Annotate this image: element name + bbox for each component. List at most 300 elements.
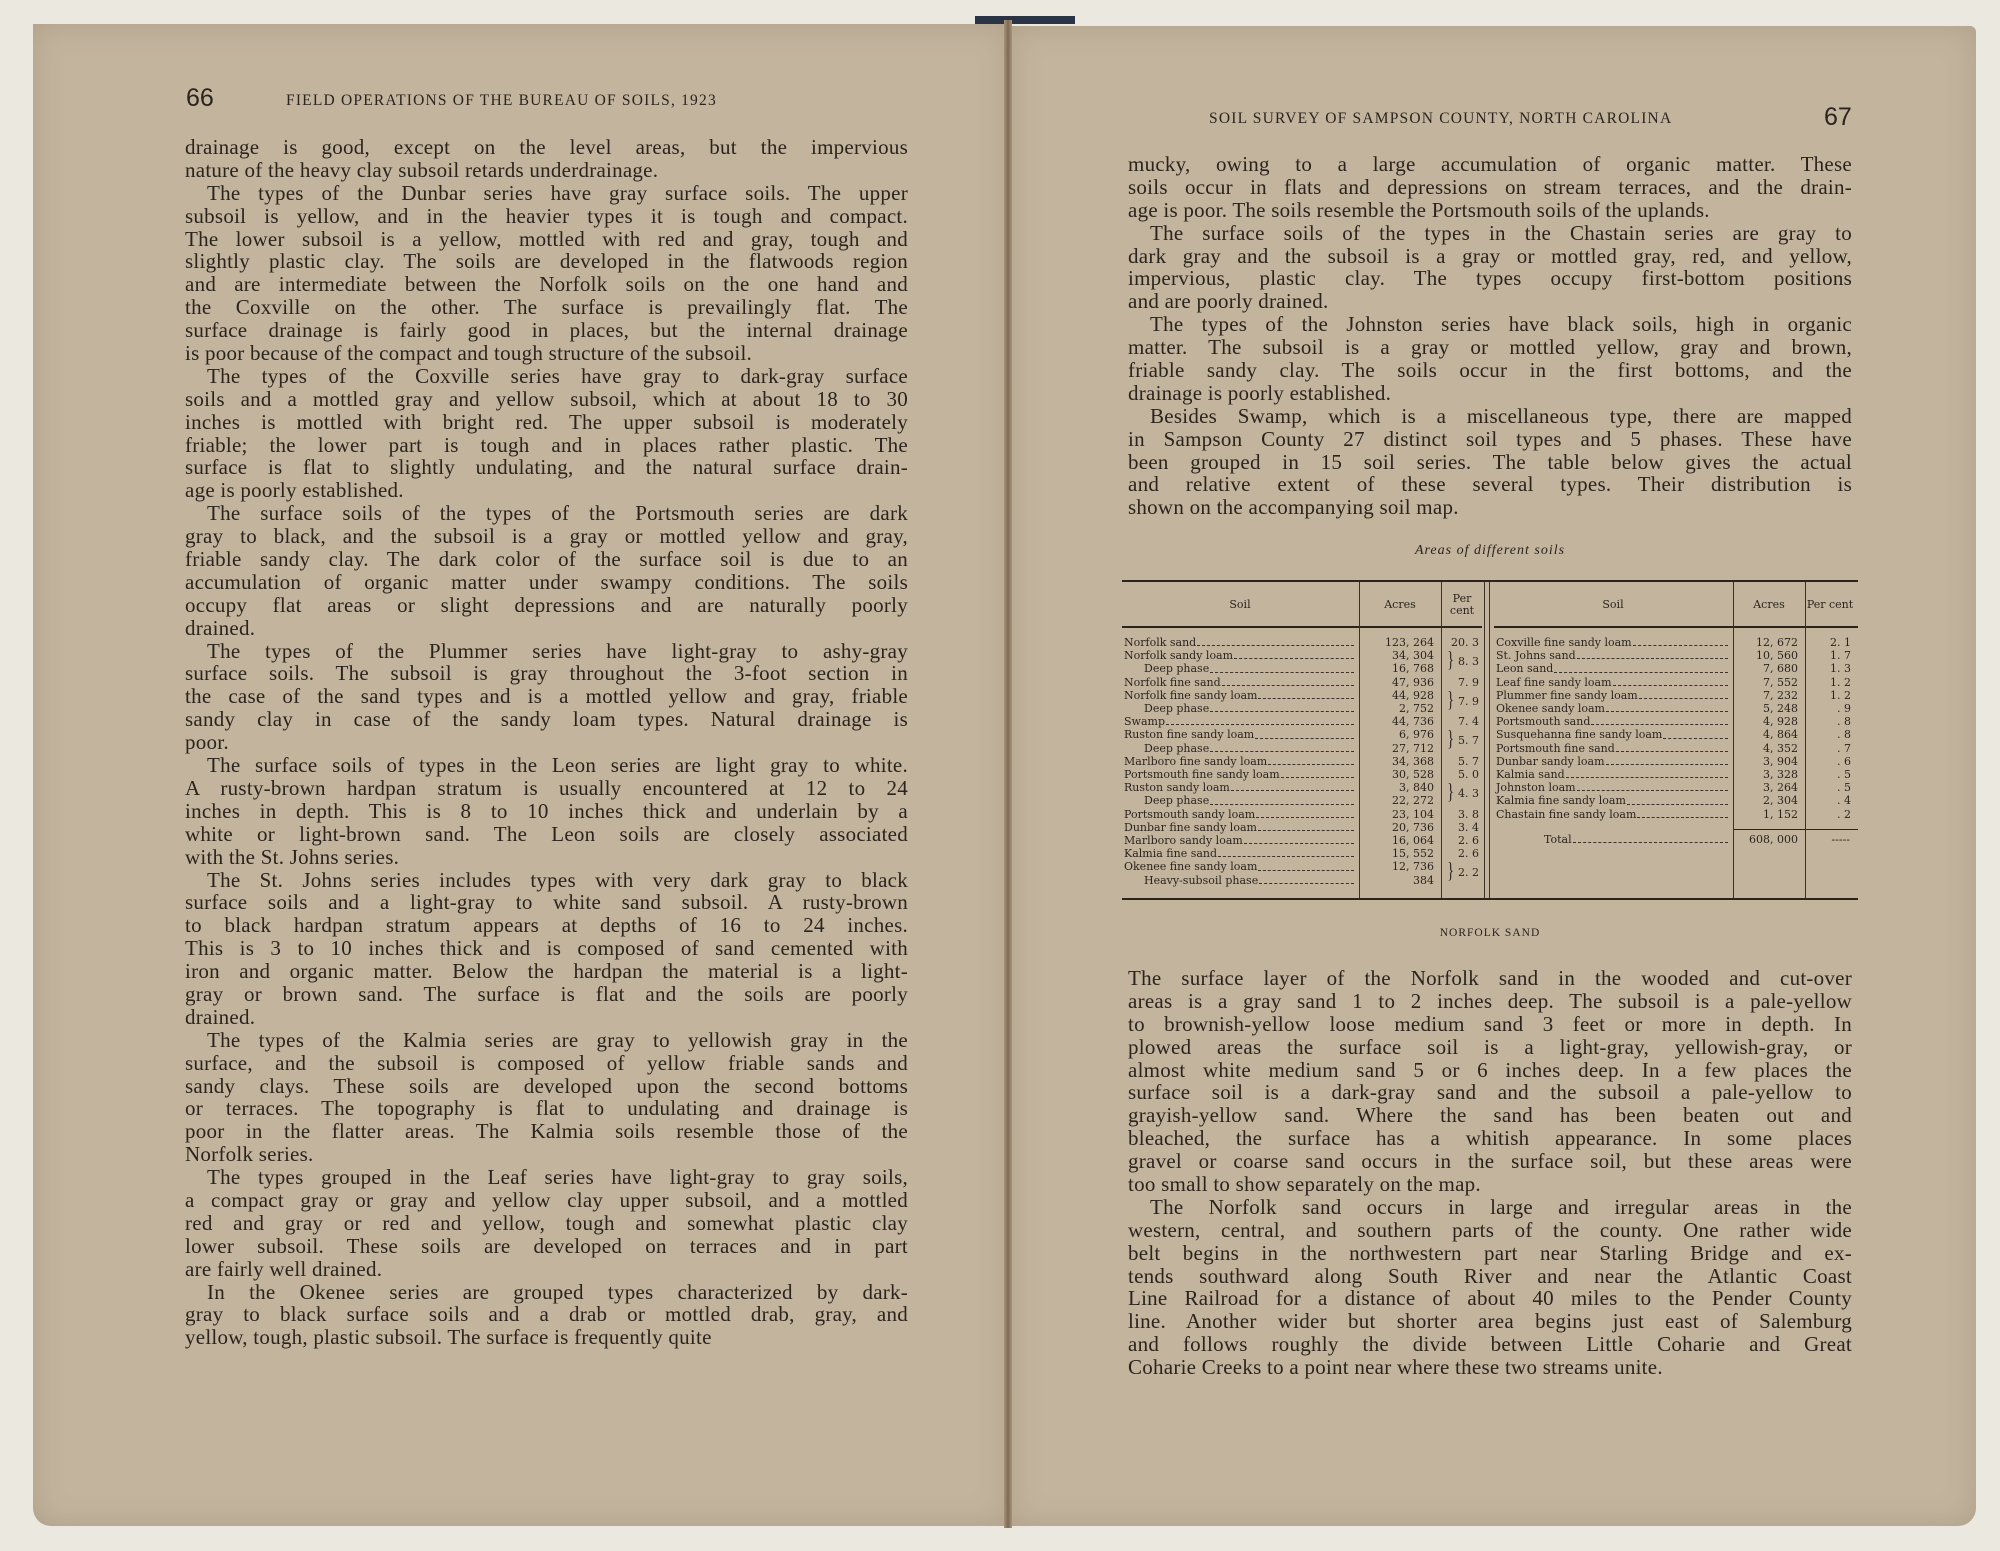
text-line: age is poor. The soils resemble the Portsmouth soils of the uplands. [1128,197,1710,222]
text-line: gray or brown sand. The surface is flat and the soils are poorly [185,981,908,1006]
percent-value: . 9 [1837,702,1851,715]
soil-name: Kalmia sand [1496,768,1565,781]
dot-leader [1633,636,1728,646]
paragraph [185,365,908,502]
right-page-body-top [1128,153,1852,519]
text-line: and are intermediate between the Norfolk soils on the one hand and [185,272,908,297]
table-total-label [1544,833,1730,846]
table-caption: Areas of different soils [1414,543,1566,558]
table-cell-percent [1806,728,1851,741]
table-cell-percent [1442,689,1479,715]
column-rule [1489,582,1490,898]
text-line: with the St. Johns series. [185,844,400,869]
column-header-percent: Per cent [1449,592,1475,617]
table-cell-acres: 6, 976 [1399,728,1434,742]
percent-value: . 7 [1837,741,1851,755]
dot-leader [1613,676,1728,686]
table-cell-acres: 3, 264 [1763,781,1798,795]
percent-value: 7. 9 [1458,694,1479,708]
text-line: grayish-yellow sand. Where the sand has been beaten out and [1128,1103,1852,1128]
table-cell-percent [1442,728,1479,754]
soil-name: Norfolk fine sandy loam [1124,688,1258,702]
table-cell-acres: 16, 768 [1392,662,1434,676]
column-rule [1484,582,1485,898]
percent-value: 2. 6 [1458,834,1479,847]
left-page-body [185,136,908,1349]
table-cell-percent [1806,662,1851,675]
text-line: western, central, and southern parts of the county. One rather wide [1128,1217,1852,1242]
text-line: to brownish-yellow loose medium sand 3 feet or more in depth. In [1128,1011,1852,1036]
paragraph [185,754,908,868]
text-line: and relative extent of these several types. Their distribution is [1128,472,1852,497]
dot-leader [1166,715,1354,725]
text-line: are fairly well drained. [185,1256,383,1281]
soil-name: Dunbar sandy loam [1496,754,1605,768]
table-cell-soil [1496,755,1730,768]
table-cell-percent [1442,649,1479,675]
table-cell-acres: 5, 248 [1763,702,1798,715]
table-cell-soil [1124,715,1356,728]
table-cell-soil [1496,689,1730,702]
table-cell-acres: 384 [1413,873,1434,887]
table-cell-acres: 23, 104 [1392,807,1434,821]
text-line: too small to show separately on the map. [1128,1172,1481,1197]
brace-mark: } [1447,728,1454,753]
table-cell-soil [1124,847,1356,860]
table-cell-soil [1496,728,1730,741]
brace-mark: } [1447,649,1454,674]
brace-mark: } [1447,860,1454,885]
text-line: surface drainage is fairly good in places, but the internal drainage [185,318,908,343]
table-cell-acres: 47, 936 [1392,675,1434,689]
table-cell-soil [1124,636,1356,649]
text-line: in Sampson County 27 distinct soil types and 5 phases. These have [1128,426,1852,451]
table-cell-percent [1806,794,1851,807]
soil-name: Swamp [1124,715,1165,729]
dot-leader [1258,821,1354,831]
text-line: been grouped in 15 soil series. The table below gives the actual [1128,449,1852,474]
column-header-percent: Per cent [1806,598,1854,611]
table-cell-soil [1124,860,1356,873]
table-cell-soil [1124,834,1356,847]
dot-leader [1591,715,1728,725]
percent-value: 1. 2 [1830,688,1851,702]
text-line: accumulation of organic matter under swampy conditions. The soils [185,569,908,594]
table-cell-acres: 12, 672 [1756,636,1798,649]
text-line: friable sandy clay. The dark color of the surface soil is due to an [185,547,908,572]
table-cell-acres: 15, 552 [1392,847,1434,861]
column-header-soil: Soil [1229,598,1251,611]
book-binding [975,16,1075,24]
text-line: yellow, tough, plastic subsoil. The surface is frequently quite [185,1325,712,1350]
table-cell-soil [1124,649,1356,662]
table-cell-percent [1806,649,1851,662]
text-line: drainage is good, except on the level areas, but the impervious [185,135,908,159]
dot-leader [1268,755,1354,765]
text-line: The types of the Coxville series have gray to dark-gray surface [207,363,908,388]
text-line: poor in the flatter areas. The Kalmia soils resemble those of the [185,1119,908,1144]
table-cell-acres: 30, 528 [1392,768,1434,781]
dot-leader [1637,808,1728,818]
text-line: Line Railroad for a distance of about 40 miles to the Pender County [1128,1286,1852,1311]
text-line: friable; the lower part is tough and in places rather plastic. The [185,432,908,457]
text-line: inches in depth. This is 8 to 10 inches thick and underlain by a [185,798,908,823]
text-line: The lower subsoil is a yellow, mottled with red and gray, tough and [185,226,908,251]
soil-name: St. Johns sand [1496,649,1576,663]
text-line: the Coxville on the other. The surface is prevailingly flat. The [185,295,908,320]
percent-value: . 4 [1837,794,1851,808]
percent-value: 1. 2 [1830,675,1851,689]
table-cell-soil [1124,781,1356,794]
table-cell-percent [1442,821,1479,834]
percent-value: 3. 8 [1458,807,1479,821]
text-line: Besides Swamp, which is a miscellaneous type, there are mapped [1150,403,1852,428]
text-line: to black hardpan stratum appears at depths of 16 to 24 inches. [185,913,908,938]
text-line: gravel or coarse sand occurs in the surface soil, but these areas were [1128,1149,1852,1174]
table-cell-soil [1144,702,1356,715]
dot-leader [1639,689,1728,699]
brace-mark: } [1447,781,1454,806]
text-line: red and gray or red and yellow, tough and somewhat plastic clay [185,1210,908,1235]
soil-name: Deep phase [1144,662,1210,676]
paragraph [185,640,908,754]
soil-name: Deep phase [1144,741,1210,755]
text-line: The surface soils of the types of the Portsmouth series are dark [207,501,908,526]
table-cell-percent [1442,755,1479,768]
table-total-acres: 608, 000 [1749,832,1798,846]
text-line: iron and organic matter. Below the hardpan the material is a light- [185,959,908,984]
paragraph [185,1281,908,1350]
right-page-body-bottom [1128,967,1852,1379]
table-cell-acres: 7, 680 [1763,662,1798,676]
text-line: Norfolk series. [185,1142,314,1167]
text-line: The St. Johns series includes types with very dark gray to black [207,867,908,892]
text-line: The types grouped in the Leaf series have light-gray to gray soils, [207,1165,908,1190]
text-line: white or light-brown sand. The Leon soils are closely associated [185,821,908,846]
table-cell-soil [1496,676,1730,689]
paragraph [1128,1196,1852,1379]
text-line: A rusty-brown hardpan stratum is usually encountered at 12 to 24 [185,775,908,800]
percent-value: 7. 4 [1458,715,1479,729]
dot-leader [1554,662,1728,672]
text-line: The surface soils of types in the Leon series are light gray to white. [207,753,908,778]
table-bottom-rule [1122,898,1858,900]
text-line: the case of the sand types and is a mottled yellow and gray, friable [185,684,908,709]
table-cell-soil [1124,728,1356,741]
header-rule-right [1494,626,1858,628]
table-cell-acres: 34, 304 [1392,649,1434,663]
table-cell-acres: 7, 232 [1763,688,1798,702]
soil-name: Ruston sandy loam [1124,781,1230,795]
table-cell-acres: 12, 736 [1392,860,1434,874]
soil-name: Johnston loam [1496,781,1576,795]
table-cell-soil [1144,874,1356,887]
soil-name: Heavy-subsoil phase [1144,873,1259,887]
dot-leader [1197,636,1354,646]
percent-value: 20. 3 [1451,636,1479,649]
dot-leader [1577,781,1728,791]
soil-name: Okenee fine sandy loam [1124,860,1258,874]
percent-value: 4. 3 [1458,787,1479,801]
table-cell-acres: 123, 264 [1385,636,1434,649]
text-line: inches is mottled with bright red. The upper subsoil is moderately [185,409,908,434]
dot-leader [1256,808,1354,818]
table-cell-acres: 4, 928 [1763,715,1798,729]
header-rule-left [1122,626,1482,628]
text-line: occupy flat areas or slight depressions and are naturally poorly [185,592,908,617]
text-line: and follows roughly the divide between Little Coharie and Great [1128,1332,1852,1357]
soil-name: Portsmouth sand [1496,715,1591,729]
section-heading: NORFOLK SAND [1439,927,1541,939]
text-line: Coharie Creeks to a point near where these two streams unite. [1128,1355,1663,1380]
dot-leader [1258,689,1354,699]
dot-leader [1258,860,1354,870]
text-line: The types of the Plummer series have light-gray to ashy-gray [207,638,908,663]
text-line: almost white medium sand 5 or 6 inches deep. In a few places the [1128,1057,1852,1082]
text-line: sandy clays. These soils are developed upon the second bottoms [185,1073,908,1098]
table-cell-acres: 10, 560 [1756,649,1798,663]
text-line: belt begins in the northwestern part near Starling Bridge and ex- [1128,1240,1852,1265]
paragraph [1128,967,1852,1196]
table-cell-acres: 3, 904 [1763,754,1798,768]
text-line: The types of the Kalmia series are gray to yellowish gray in the [207,1027,908,1052]
percent-value: . 6 [1837,754,1851,768]
soil-name: Chastain fine sandy loam [1496,807,1637,821]
soil-name: Deep phase [1144,794,1210,808]
text-line: surface soil is a dark-gray sand and the subsoil a pale-yellow to [1128,1080,1852,1105]
percent-value: 8. 3 [1458,655,1479,669]
table-top-rule [1122,580,1858,582]
table-cell-soil [1124,755,1356,768]
text-line: slightly plastic clay. The soils are developed in the flatwoods region [185,249,908,274]
dot-leader [1606,702,1728,712]
table-cell-percent [1806,702,1851,715]
text-line: surface is flat to slightly undulating, and the natural surface drain- [185,455,908,480]
table-cell-soil [1496,662,1730,675]
soil-name: Ruston fine sandy loam [1124,728,1255,742]
table-cell-soil [1144,742,1356,755]
text-line: soils and a mottled gray and yellow subsoil, which at about 18 to 30 [185,386,908,411]
book-gutter [1004,20,1012,1528]
table-cell-percent [1806,689,1851,702]
text-line: is poor because of the compact and tough structure of the subsoil. [185,341,753,366]
text-line: areas is a gray sand 1 to 2 inches deep. The subsoil is a pale-yellow [1128,988,1852,1013]
percent-value: 5. 0 [1458,768,1479,781]
text-line: lower subsoil. These soils are developed on terraces and in part [185,1233,908,1258]
table-cell-soil [1124,676,1356,689]
table-cell-soil [1124,689,1356,702]
paragraph [185,869,908,1029]
text-line: The types of the Johnston series have black soils, high in organic [1150,312,1852,337]
text-line: drainage is poorly established. [1128,380,1392,405]
paragraph [185,502,908,639]
text-line: plowed areas the surface soil is a light-gray, yellowish-gray, or [1128,1034,1852,1059]
soil-name: Susquehanna fine sandy loam [1496,728,1663,742]
table-cell-soil [1124,808,1356,821]
table-cell-acres: 7, 552 [1763,675,1798,689]
dot-leader [1627,794,1728,804]
text-line: drained. [185,615,256,640]
paragraph [185,1166,908,1280]
table-total-percent: ----- [1831,832,1850,846]
table-cell-soil [1144,794,1356,807]
text-line: line. Another wider but shorter area begins just east of Salemburg [1128,1309,1852,1334]
table-cell-percent [1806,715,1851,728]
text-line: drained. [185,1004,256,1029]
table-cell-acres: 44, 928 [1392,688,1434,702]
soil-name: Okenee sandy loam [1496,702,1605,715]
table-cell-soil [1496,702,1730,715]
table-cell-acres: 44, 736 [1392,715,1434,729]
text-line: gray to black, and the subsoil is a gray or mottled yellow and gray, [185,524,908,549]
text-line: tends southward along South River and near the Atlantic Coast [1128,1263,1852,1288]
table-cell-soil [1496,794,1730,807]
text-line: dark gray and the subsoil is a gray or mottled gray, red, and yellow, [1128,243,1852,268]
soil-areas-table [1122,580,1858,900]
paragraph [185,182,908,365]
dot-leader [1566,768,1728,778]
soil-name: Dunbar fine sandy loam [1124,820,1257,834]
column-header-acres: Acres [1384,598,1416,611]
percent-value: . 8 [1837,715,1851,729]
soil-name: Leaf fine sandy loam [1496,675,1612,689]
dot-leader [1259,874,1354,884]
soil-name: Portsmouth fine sand [1496,741,1615,755]
paragraph [185,1029,908,1166]
table-cell-percent [1806,742,1851,755]
table-cell-percent [1806,768,1851,781]
total-rule [1734,829,1858,830]
percent-value: 2. 1 [1830,636,1851,649]
soil-name: Norfolk sand [1124,636,1197,649]
soil-name: Leon sand [1496,662,1554,676]
dot-leader [1210,794,1354,804]
text-line: The types of the Dunbar series have gray surface soils. The upper [207,180,908,205]
column-header-soil: Soil [1602,598,1624,611]
table-cell-percent [1806,676,1851,689]
text-line: surface soils and a light-gray to white sand subsoil. A rusty-brown [185,890,908,915]
paragraph [1128,405,1852,519]
dot-leader [1210,702,1354,712]
text-line: bleached, the surface has a whitish appearance. In some places [1128,1126,1852,1151]
table-cell-acres: 2, 304 [1763,794,1798,808]
text-line: mucky, owing to a large accumulation of organic matter. These [1128,152,1852,176]
table-cell-percent [1806,636,1851,649]
percent-value: 5. 7 [1458,754,1479,768]
table-cell-soil [1496,649,1730,662]
percent-value: 1. 7 [1830,649,1851,663]
text-line: impervious, plastic clay. The types occupy first-bottom positions [1128,266,1852,291]
table-cell-soil [1124,821,1356,834]
soil-name: Portsmouth sandy loam [1124,807,1256,821]
percent-value: 3. 4 [1458,820,1479,834]
percent-value: 7. 9 [1458,675,1479,689]
running-head-left: FIELD OPERATIONS OF THE BUREAU OF SOILS, 1923 [286,92,717,109]
table-cell-soil [1496,715,1730,728]
dot-leader [1222,676,1354,686]
table-cell-acres: 1, 152 [1763,807,1798,821]
table-cell-acres: 22, 272 [1392,794,1434,808]
paragraph [1128,222,1852,314]
soil-name: Plummer fine sandy loam [1496,688,1638,702]
table-cell-soil [1144,662,1356,675]
dot-leader [1231,781,1354,791]
table-cell-acres: 2, 752 [1399,702,1434,715]
soil-name: Portsmouth fine sandy loam [1124,768,1280,781]
table-cell-acres: 4, 864 [1763,728,1798,742]
dot-leader [1663,728,1728,738]
dot-leader [1606,755,1728,765]
soil-name: Norfolk sandy loam [1124,649,1234,663]
soil-name: Marlboro fine sandy loam [1124,754,1268,768]
dot-leader [1234,649,1354,659]
text-line: The Norfolk sand occurs in large and irregular areas in the [1150,1194,1852,1219]
table-cell-acres: 16, 064 [1392,834,1434,847]
soil-name: Marlboro sandy loam [1124,834,1243,847]
text-line: surface soils. The subsoil is gray throughout the 3-foot section in [185,661,908,686]
dot-leader [1218,847,1354,857]
text-line: subsoil is yellow, and in the heavier types it is tough and compact. [185,203,908,228]
text-line: a compact gray or gray and yellow clay upper subsoil, and a mottled [185,1187,908,1212]
text-line: sandy clay in case of the sandy loam types. Natural drainage is [185,707,908,732]
soil-name: Coxville fine sandy loam [1496,636,1632,649]
table-cell-acres: 27, 712 [1392,741,1434,755]
paragraph [1128,153,1852,222]
percent-value: . 2 [1837,807,1851,821]
table-cell-soil [1496,636,1730,649]
text-line: and are poorly drained. [1128,289,1329,314]
text-line: soils occur in flats and depressions on stream terraces, and the drain- [1128,174,1852,199]
percent-value: 5. 7 [1458,734,1479,748]
text-line: nature of the heavy clay subsoil retards underdrainage. [185,157,659,182]
percent-value: 2. 2 [1458,866,1479,880]
text-line: age is poorly established. [185,478,404,503]
text-line: shown on the accompanying soil map. [1128,495,1459,520]
percent-value: . 5 [1837,781,1851,795]
column-header-acres: Acres [1753,598,1785,611]
soil-name: Kalmia fine sand [1124,847,1218,861]
text-line: surface, and the subsoil is composed of yellow friable sands and [185,1050,908,1075]
table-cell-percent [1806,781,1851,794]
table-cell-soil [1496,742,1730,755]
table-cell-acres: 3, 328 [1763,768,1798,781]
table-cell-percent [1806,755,1851,768]
table-cell-acres: 34, 368 [1392,754,1434,768]
table-cell-acres: 3, 840 [1399,781,1434,795]
soil-name: Norfolk fine sand [1124,675,1221,689]
soil-name: Kalmia fine sandy loam [1496,794,1626,808]
text-line: or terraces. The topography is flat to undulating and drainage is [185,1096,908,1121]
text-line: The surface layer of the Norfolk sand in the wooded and cut-over [1128,966,1852,990]
text-line: This is 3 to 10 inches thick and is composed of sand cemented with [185,936,908,961]
table-cell-acres: 20, 736 [1392,820,1434,834]
percent-value: 2. 6 [1458,847,1479,861]
paragraph [185,136,908,182]
dot-leader [1255,728,1354,738]
text-line: The surface soils of the types in the Chastain series are gray to [1150,220,1852,245]
running-head-right: SOIL SURVEY OF SAMPSON COUNTY, NORTH CAROLINA [1209,110,1673,127]
table-cell-soil [1496,768,1730,781]
paragraph [1128,313,1852,405]
table-cell-percent [1442,860,1479,886]
text-line: friable sandy clay. The soils occur in the first bottoms, and the [1128,358,1852,383]
dot-leader [1210,742,1354,752]
dot-leader [1281,768,1354,778]
total-label: Total [1544,832,1572,846]
page-number-left: 66 [186,84,214,112]
dot-leader [1616,742,1728,752]
table-cell-percent [1442,834,1479,847]
